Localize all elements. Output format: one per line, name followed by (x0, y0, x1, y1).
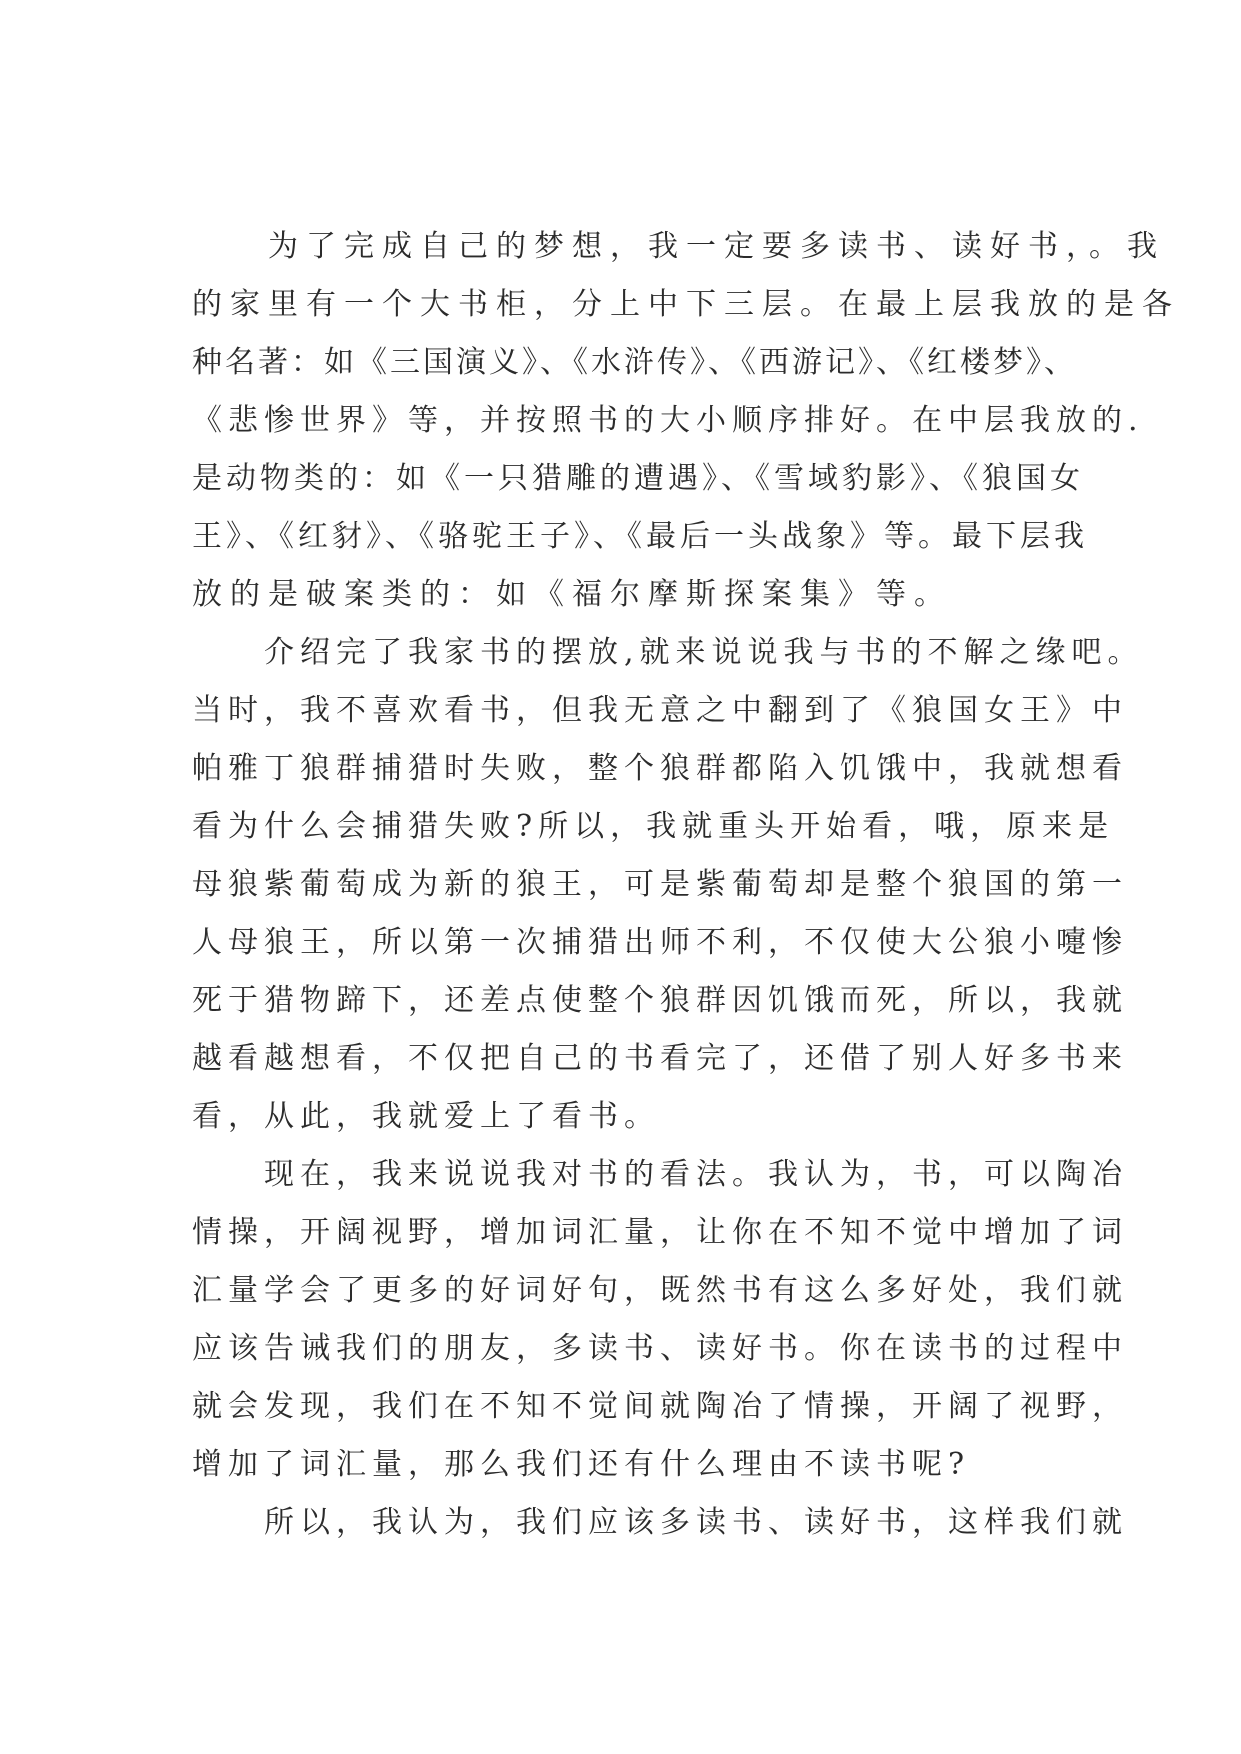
text-line: 人母狼王，所以第一次捕猎出师不利，不仅使大公狼小嚏惨 (192, 925, 1128, 960)
paragraph-2 (192, 624, 1144, 1146)
text-line: 是动物类的：如《一只猎雕的遭遇》、《雪域豹影》、《狼国女 (192, 461, 1084, 496)
paragraph-1 (192, 218, 1180, 624)
text-line: 种名著：如《三国演义》、《水浒传》、《西游记》、《红楼梦》、 (192, 345, 1077, 380)
text-line: 应该告诫我们的朋友，多读书、读好书。你在读书的过程中 (192, 1331, 1128, 1366)
text-line: 帕雅丁狼群捕猎时失败，整个狼群都陷入饥饿中，我就想看 (192, 751, 1128, 786)
text-line: 的家里有一个大书柜，分上中下三层。在最上层我放的是各 (192, 287, 1180, 322)
text-line: 为了完成自己的梦想，我一定要多读书、读好书，。我 (192, 229, 1165, 264)
text-line: 增加了词汇量，那么我们还有什么理由不读书呢? (192, 1447, 971, 1482)
text-line: 王》、《红豺》、《骆驼王子》、《最后一头战象》等。最下层我 (192, 519, 1088, 554)
text-line: 死于猎物蹄下，还差点使整个狼群因饥饿而死，所以，我就 (192, 983, 1128, 1018)
text-line: 《悲惨世界》等，并按照书的大小顺序排好。在中层我放的. (192, 403, 1144, 438)
text-line: 汇量学会了更多的好词好句，既然书有这么多好处，我们就 (192, 1273, 1128, 1308)
text-line: 情操，开阔视野，增加词汇量，让你在不知不觉中增加了词 (192, 1215, 1128, 1250)
paragraph-3 (192, 1146, 1128, 1494)
text-line: 所以，我认为，我们应该多读书、读好书，这样我们就 (192, 1505, 1128, 1540)
text-line: 现在，我来说说我对书的看法。我认为，书，可以陶冶 (192, 1157, 1128, 1192)
text-line: 当时，我不喜欢看书，但我无意之中翻到了《狼国女王》中 (192, 693, 1128, 728)
text-line: 看为什么会捕猎失败?所以，我就重头开始看，哦，原来是 (192, 809, 1115, 844)
text-line: 看，从此，我就爱上了看书。 (192, 1099, 660, 1134)
text-line: 母狼紫葡萄成为新的狼王，可是紫葡萄却是整个狼国的第一 (192, 867, 1128, 902)
text-line: 越看越想看，不仅把自己的书看完了，还借了别人好多书来 (192, 1041, 1128, 1076)
text-line: 介绍完了我家书的摆放,就来说说我与书的不解之缘吧。 (192, 635, 1144, 670)
text-line: 就会发现，我们在不知不觉间就陶冶了情操，开阔了视野， (192, 1389, 1128, 1424)
body-text (192, 218, 1180, 1552)
text-line: 放的是破案类的：如《福尔摩斯探案集》等。 (192, 577, 952, 612)
paragraph-4 (192, 1494, 1128, 1552)
